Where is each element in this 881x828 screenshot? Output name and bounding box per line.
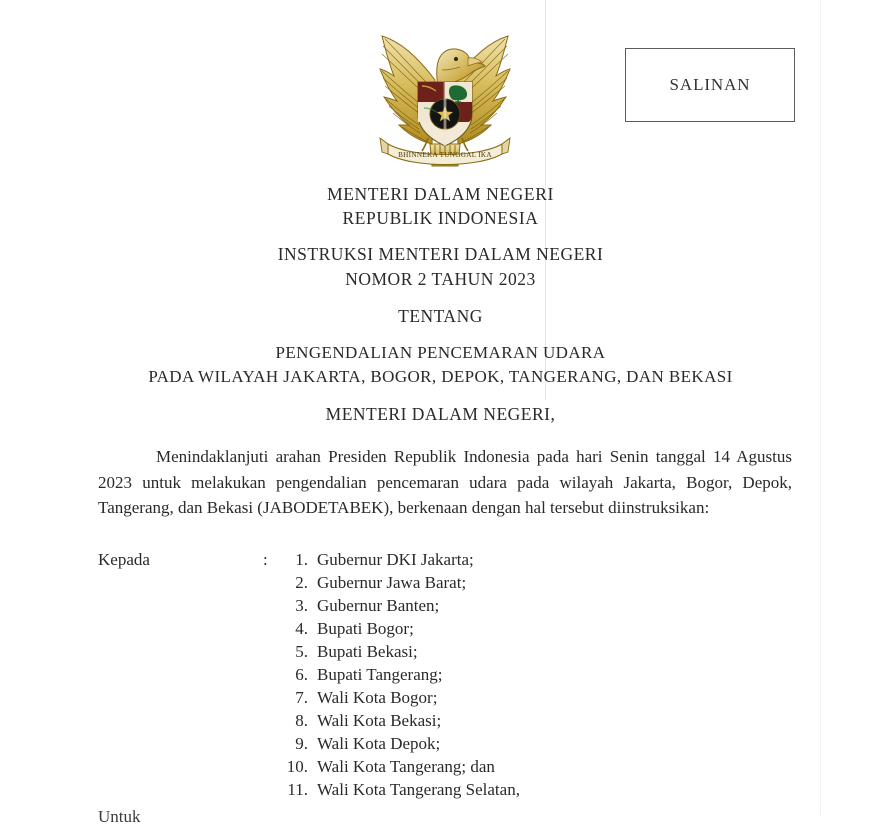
addressee-list-item (276, 711, 796, 734)
addressee-list-item (276, 665, 796, 688)
addressee-list-item (276, 619, 796, 642)
addressee-item-number: 8. (295, 711, 308, 730)
addressee-list-item (276, 550, 796, 573)
addressee-list-item (276, 642, 796, 665)
addressee-item-number: 4. (295, 619, 308, 638)
addressee-item-text: Bupati Tangerang; (317, 665, 443, 684)
addressee-item-text: Gubernur DKI Jakarta; (317, 550, 474, 569)
addressee-item-number: 7. (295, 688, 308, 707)
addressee-item-number: 6. (295, 665, 308, 684)
addressee-list-item (276, 688, 796, 711)
addressee-item-number: 11. (287, 780, 308, 799)
subject-line-1: PENGENDALIAN PENCEMARAN UDARA (275, 343, 606, 362)
addressee-item-text: Gubernur Jawa Barat; (317, 573, 467, 592)
subject-line-2: PADA WILAYAH JAKARTA, BOGOR, DEPOK, TANGERANG, DAN BEKASI (148, 367, 733, 386)
addressee-item-text: Wali Kota Bekasi; (317, 711, 442, 730)
addressee-item-text: Wali Kota Bogor; (317, 688, 438, 707)
addressee-item-number: 3. (295, 596, 308, 615)
preamble-paragraph: Menindaklanjuti arahan Presiden Republik Indonesia pada hari Senin tanggal 14 Agustus 2023 untuk melakukan pengendalian pencemaran udara pada wilayah Jakarta, Bogor, Depok, Tangerang, dan Bekasi (JABODETABEK), berkenaan dengan hal tersebut diinstruksikan: (98, 447, 792, 517)
addressee-list-item (276, 573, 796, 596)
salinan-label: SALINAN (669, 75, 751, 94)
addressee-item-number: 2. (295, 573, 308, 592)
addressee-item-text: Wali Kota Depok; (317, 734, 441, 753)
addressee-list-item (276, 734, 796, 757)
instruction-number: NOMOR 2 TAHUN 2023 (345, 269, 536, 289)
addressee-item-number: 1. (295, 550, 308, 569)
next-section-label: Untuk (98, 807, 141, 826)
addressee-list-item (276, 780, 796, 803)
addressee-label: Kepada (98, 550, 150, 569)
instruction-kind: INSTRUKSI MENTERI DALAM NEGERI (277, 244, 604, 264)
addressee-item-text: Bupati Bogor; (317, 619, 414, 638)
svg-text:BHINNEKA TUNGGAL IKA: BHINNEKA TUNGGAL IKA (398, 151, 492, 159)
ministry-name-line2: REPUBLIK INDONESIA (342, 208, 539, 228)
addressee-item-number: 10. (286, 757, 308, 776)
addressee-list (276, 550, 796, 803)
signatory-heading: MENTERI DALAM NEGERI, (325, 404, 556, 424)
addressee-item-text: Wali Kota Tangerang; dan (317, 757, 495, 776)
addressee-colon: : (263, 550, 268, 569)
about-label: TENTANG (398, 306, 483, 326)
addressee-item-number: 9. (295, 734, 308, 753)
addressee-item-text: Bupati Bekasi; (317, 642, 418, 661)
addressee-item-number: 5. (295, 642, 308, 661)
addressee-list-item (276, 596, 796, 619)
addressee-list-item (276, 757, 796, 780)
garuda-pancasila-emblem (372, 26, 518, 174)
salinan-stamp-box (625, 48, 795, 122)
ministry-name-line1: MENTERI DALAM NEGERI (327, 184, 554, 204)
addressee-item-text: Gubernur Banten; (317, 596, 440, 615)
addressee-item-text: Wali Kota Tangerang Selatan, (317, 780, 520, 799)
